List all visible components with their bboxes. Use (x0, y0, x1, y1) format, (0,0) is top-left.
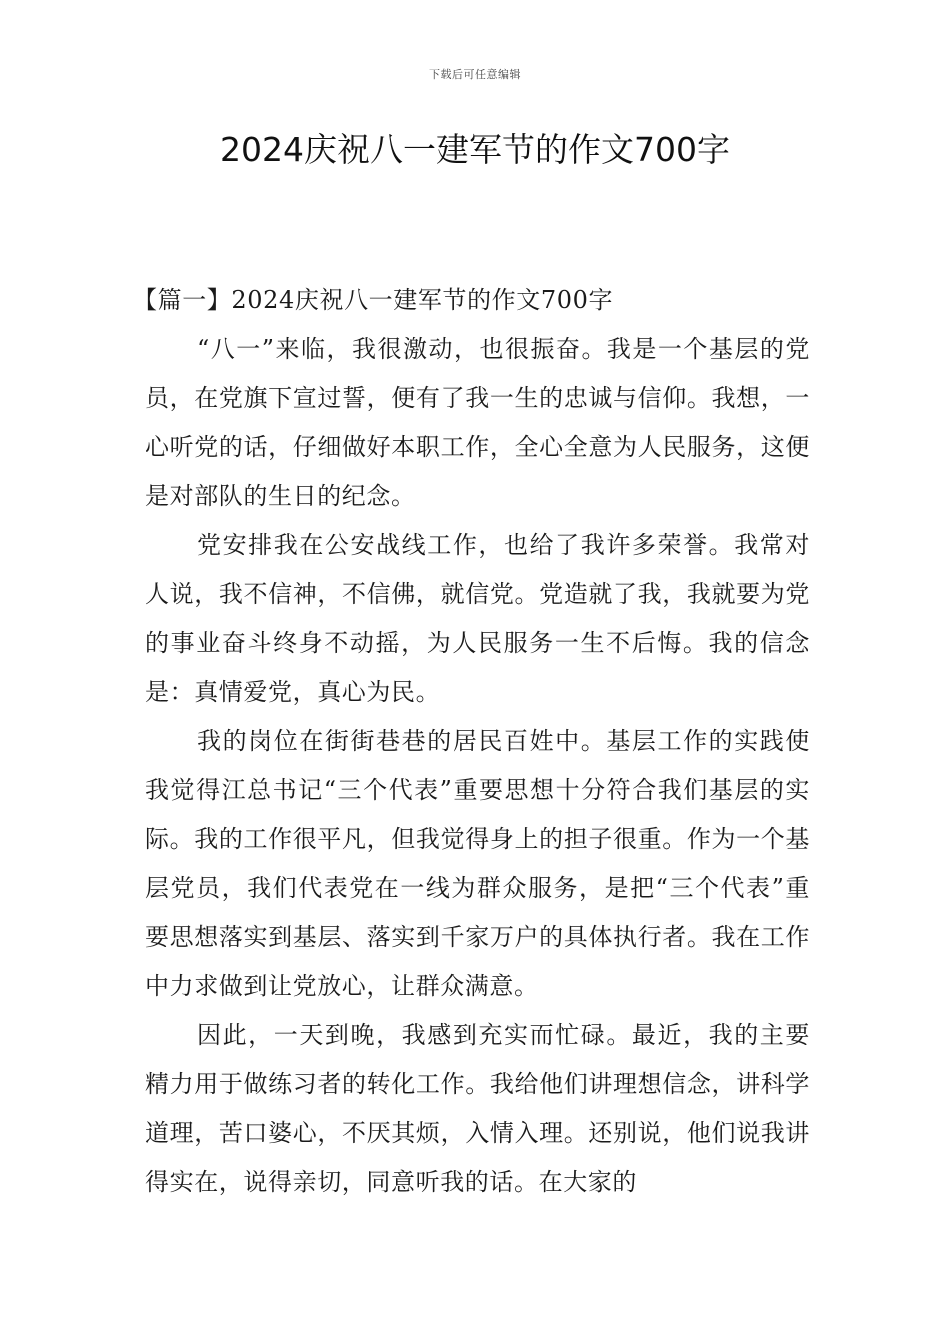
paragraph: 因此，一天到晚，我感到充实而忙碌。最近，我的主要精力用于做练习者的转化工作。我给他们讲理想信念，讲科学道理，苦口婆心，不厌其烦，入情入理。还别说，他们说我讲得实在，说得亲切，同意听我的话。在大家的 (145, 1021, 810, 1196)
paragraph: “八一”来临，我很激动，也很振奋。我是一个基层的党员，在党旗下宣过誓，便有了我一生的忠诚与信仰。我想，一心听党的话，仔细做好本职工作，全心全意为人民服务，这便是对部队的生日的纪念。 (145, 335, 810, 510)
section-heading: 【篇一】2024庆祝八一建军节的作文700字 (133, 286, 614, 314)
header-note: 下载后可任意编辑 (429, 68, 521, 81)
document-body (133, 276, 810, 1207)
document-title: 2024庆祝八一建军节的作文700字 (220, 130, 730, 169)
paragraph: 我的岗位在街街巷巷的居民百姓中。基层工作的实践使我觉得江总书记“三个代表”重要思想十分符合我们基层的实际。我的工作很平凡，但我觉得身上的担子很重。作为一个基层党员，我们代表党在一线为群众服务，是把“三个代表”重要思想落实到基层、落实到千家万户的具体执行者。我在工作中力求做到让党放心，让群众满意。 (145, 727, 810, 1000)
paragraph: 党安排我在公安战线工作，也给了我许多荣誉。我常对人说，我不信神，不信佛，就信党。党造就了我，我就要为党的事业奋斗终身不动摇，为人民服务一生不后悔。我的信念是：真情爱党，真心为民。 (145, 531, 810, 706)
